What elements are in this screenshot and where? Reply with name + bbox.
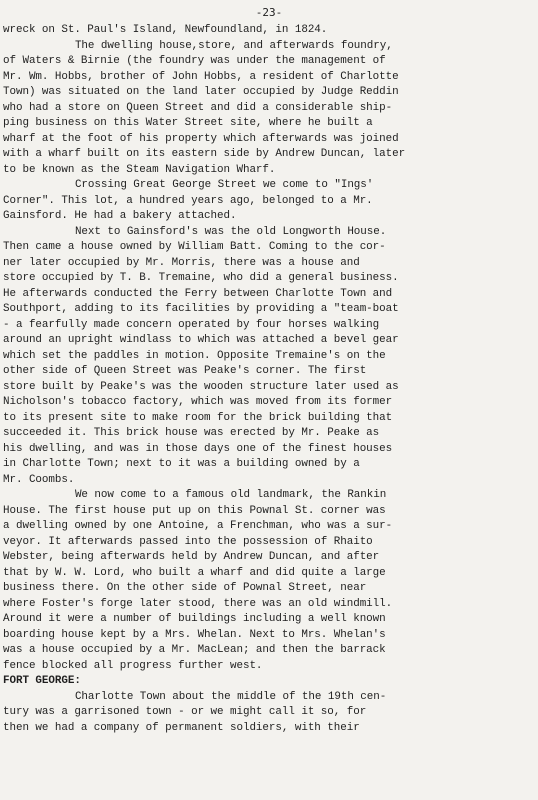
text-line: of Waters & Birnie (the foundry was under the management of: [3, 55, 386, 67]
text-line: boarding house kept by a Mrs. Whelan. Next to Mrs. Whelan's: [3, 628, 386, 641]
text-line: with a wharf built on its eastern side by Andrew Duncan, later: [3, 148, 406, 160]
body-text: [3, 23, 535, 736]
text-line: who had a store on Queen Street and did a considerable ship-: [3, 101, 393, 114]
text-line: Crossing Great George Street we come to "Ings': [74, 179, 374, 191]
text-line: where Foster's forge later stood, there was an old windmill.: [3, 597, 393, 610]
text-line: We now come to a famous old landmark, the Rankin: [74, 489, 387, 501]
text-line: Around it were a number of buildings including a well known: [3, 613, 386, 625]
text-line: which set the paddles in motion. Opposite Tremaine's on the: [3, 349, 386, 362]
text-line: wharf at the foot of his property which afterwards was joined: [3, 132, 399, 145]
text-line: Southport, adding to its facilities by providing a "team-boat: [3, 303, 399, 315]
text-line: ping business on this Water Street site, where he built a: [3, 117, 373, 129]
text-line: Nicholson's tobacco factory, which was moved from its former: [3, 396, 393, 408]
text-line: Then came a house owned by William Batt. Coming to the cor-: [3, 241, 386, 253]
text-line: Mr. Wm. Hobbs, brother of John Hobbs, a resident of Charlotte: [3, 70, 399, 83]
text-line: Corner". This lot, a hundred years ago, belonged to a Mr.: [3, 194, 373, 207]
text-line: was a house occupied by a Mr. MacLean; and then the barrack: [3, 644, 386, 656]
text-line: Town) was situated on the land later occupied by Judge Reddin: [3, 86, 399, 98]
text-line: The dwelling house,store, and afterwards foundry,: [74, 39, 393, 52]
text-line: Charlotte Town about the middle of the 19th cen-: [74, 690, 387, 703]
text-line: wreck on St. Paul's Island, Newfoundland, in 1824.: [3, 24, 328, 36]
text-line: tury was a garrisoned town - or we might call it so, for: [3, 706, 367, 718]
text-line: ner later occupied by Mr. Morris, there was a house and: [3, 256, 360, 269]
text-line: Next to Gainsford's was the old Longworth House.: [74, 225, 387, 238]
text-line: Mr. Coombs.: [3, 473, 75, 486]
text-line: - a fearfully made concern operated by four horses walking: [3, 318, 380, 331]
text-line: fence blocked all progress further west.: [3, 659, 263, 672]
text-line: a dwelling owned by one Antoine, a Frenchman, who was a sur-: [3, 520, 393, 532]
text-line: business there. On the other side of Pownal Street, near: [3, 582, 367, 594]
text-line: Gainsford. He had a bakery attached.: [3, 210, 237, 222]
section-heading: FORT GEORGE:: [3, 675, 81, 687]
text-line: around an upright windlass to which was attached a bevel gear: [3, 334, 399, 346]
text-line: then we had a company of permanent soldiers, with their: [3, 721, 360, 734]
text-line: in Charlotte Town; next to it was a building owned by a: [3, 458, 360, 470]
text-line: other side of Queen Street was Peake's corner. The first: [3, 365, 367, 377]
page-number: -23-: [255, 6, 283, 19]
text-line: store built by Peake's was the wooden structure later used as: [3, 380, 399, 393]
text-line: to be known as the Steam Navigation Wharf.: [3, 163, 276, 176]
text-line: his dwelling, and was in those days one of the finest houses: [3, 442, 393, 455]
text-line: store occupied by T. B. Tremaine, who did a general business.: [3, 272, 399, 284]
text-line: to its present site to make room for the brick building that: [3, 411, 393, 424]
text-line: succeeded it. This brick house was erected by Mr. Peake as: [3, 427, 380, 439]
text-line: He afterwards conducted the Ferry between Charlotte Town and: [3, 287, 393, 300]
text-line: House. The first house put up on this Pownal St. corner was: [3, 504, 386, 517]
text-line: veyor. It afterwards passed into the possession of Rhaito: [3, 535, 373, 548]
text-line: Webster, being afterwards held by Andrew Duncan, and after: [3, 551, 380, 563]
text-line: that by W. W. Lord, who built a wharf and did quite a large: [3, 566, 386, 579]
